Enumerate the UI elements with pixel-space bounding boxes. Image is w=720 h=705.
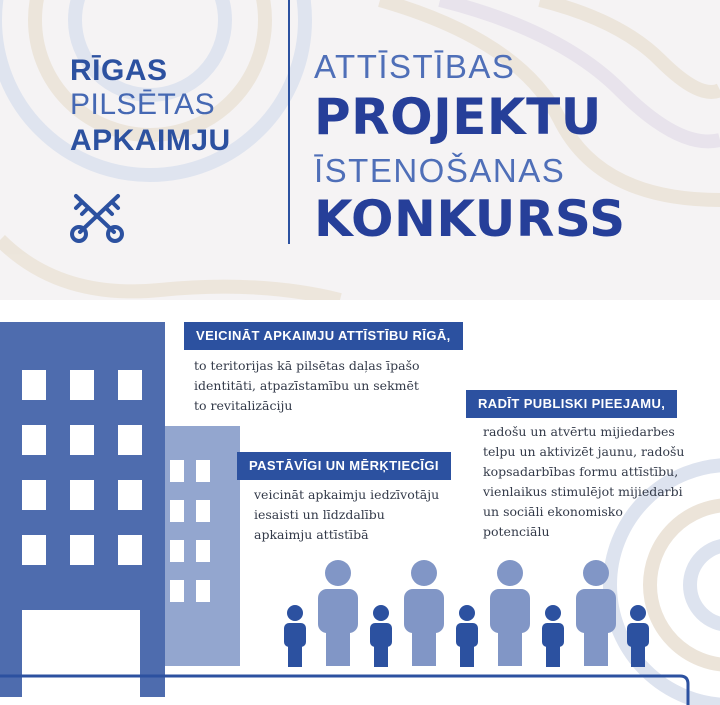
person — [576, 560, 616, 666]
person — [284, 605, 306, 667]
person — [370, 605, 392, 667]
left-title-line-2: PILSĒTAS — [70, 88, 216, 121]
goal-1-desc: to teritorijas kā pilsētas daļas īpašo identitāti, atpazīstamību un sekmēt to revitalizāciju — [194, 358, 420, 413]
people-group — [284, 560, 649, 667]
right-title-line-3: ĪSTENOŠANAS — [314, 152, 566, 189]
goal-1-title: VEICINĀT APKAIMJU ATTĪSTĪBU RĪGĀ, — [184, 322, 463, 350]
right-title-line-2: PROJEKTU — [314, 88, 602, 146]
goal-3-title: RADĪT PUBLISKI PIEEJAMU, — [466, 390, 677, 418]
right-title-line-1: ATTĪSTĪBAS — [314, 48, 516, 85]
left-title-line-3: APKAIMJU — [70, 124, 231, 157]
person — [542, 605, 564, 667]
crossed-keys-icon — [68, 192, 126, 244]
tall-building — [0, 322, 165, 697]
goal-2-desc: veicināt apkaimju iedzīvotāju iesaisti un līdzdalību apkaimju attīstībā — [254, 487, 440, 542]
person — [456, 605, 478, 667]
left-title-line-1: RĪGAS — [70, 54, 168, 87]
person — [318, 560, 358, 666]
person — [490, 560, 530, 666]
goal-3-desc: radošu un atvērtu mijiedarbes telpu un aktivizēt jaunu, radošu kopsadarbības formu attīstību, vienlaikus stimulējot mijiedarbi un sociāli ekonomisko potenciālu — [483, 424, 685, 539]
right-title-line-4: KONKURSS — [314, 190, 626, 248]
title-divider — [288, 0, 290, 244]
short-building — [165, 426, 240, 666]
person — [627, 605, 649, 667]
goal-2-title: PASTĀVĪGI UN MĒRĶTIECĪGI — [237, 452, 451, 480]
person — [404, 560, 444, 666]
